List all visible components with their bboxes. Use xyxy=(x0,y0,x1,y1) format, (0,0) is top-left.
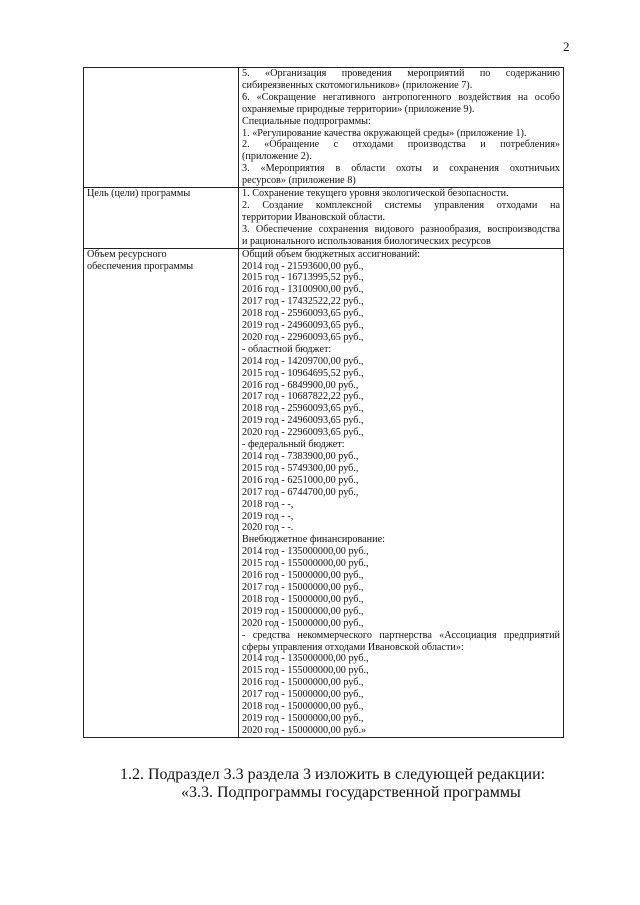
row-value-line: 2020 год - 15000000,00 руб.» xyxy=(242,724,367,736)
table-row xyxy=(84,188,564,249)
row-value-line: 2015 год - 155000000,00 руб., xyxy=(242,665,369,677)
row-value-line: 2020 год - 22960093,65 руб., xyxy=(242,331,364,343)
row-value-line: 2016 год - 15000000,00 руб., xyxy=(242,677,364,689)
row-value-line: 2020 год - 22960093,65 руб., xyxy=(242,427,364,439)
row-value-line: 2. Создание комплексной системы управления отходами на xyxy=(242,199,560,211)
row-value-line: 2019 год - 15000000,00 руб., xyxy=(242,712,364,724)
row-value-line: 2018 год - 25960093,65 руб., xyxy=(242,403,364,415)
row-value-line: 2015 год - 16713995,52 руб., xyxy=(242,272,364,284)
row-value-line: сферы управления отходами Ивановской области»: xyxy=(242,641,464,653)
row-value-line: 2014 год - 135000000,00 руб., xyxy=(242,653,369,665)
row-value-line: ресурсов» (приложение 8) xyxy=(242,175,356,187)
row-value-line: 2015 год - 5749300,00 руб., xyxy=(242,462,359,474)
row-value-line: 2017 год - 10687822,22 руб., xyxy=(242,391,364,403)
row-value-line: - областной бюджет: xyxy=(242,343,332,355)
row-value-line: 2018 год - 15000000,00 руб., xyxy=(242,593,364,605)
row-value-line: 2017 год - 15000000,00 руб., xyxy=(242,689,364,701)
page-number: 2 xyxy=(563,39,570,54)
row-value-line: 2019 год - 24960093,65 руб., xyxy=(242,320,364,332)
section-heading: 1.2. Подраздел 3.3 раздела 3 изложить в следующей редакции: xyxy=(120,766,546,783)
row-value-line: территории Ивановской области. xyxy=(242,211,386,223)
row-value-line: (приложение 2). xyxy=(242,151,312,163)
row-value-line: 2017 год - 15000000,00 руб., xyxy=(242,581,364,593)
row-value-line: 2014 год - 135000000,00 руб., xyxy=(242,546,369,558)
row-value-line: охраняемые природные территории» (приложение 9). xyxy=(242,103,475,115)
row-value-line: 3. «Мероприятия в области охоты и сохранения охотничьих xyxy=(242,163,560,175)
row-value-line: 2019 год - 24960093,65 руб., xyxy=(242,415,364,427)
row-value-line: - средства некоммерческого партнерства «Ассоциация предприятий xyxy=(242,629,560,641)
row-value-line: 6. «Сокращение негативного антропогенного воздействия на особо xyxy=(242,91,560,103)
row-value-line: 1. Сохранение текущего уровня экологической безопасности. xyxy=(242,188,509,200)
row-value-line: 2. «Обращение с отходами производства и потребления» xyxy=(242,139,560,151)
row-value-line: 2018 год - 15000000,00 руб., xyxy=(242,701,364,713)
row-value-line: 2019 год - -, xyxy=(242,510,294,522)
row-value-line: Специальные подпрограммы: xyxy=(242,115,371,127)
row-value-line: 5. «Организация проведения мероприятий по содержанию xyxy=(242,68,560,79)
row-value-line: 2016 год - 6251000,00 руб., xyxy=(242,474,359,486)
row-value-line: и рационального использования биологических ресурсов xyxy=(242,235,491,247)
row-value-line: 2016 год - 6849900,00 руб., xyxy=(242,379,359,391)
passport-table xyxy=(83,67,564,738)
row-value-line: сибиреязвенных скотомогильников» (приложение 7). xyxy=(242,79,473,91)
row-value-line: 1. «Регулирование качества окружающей среды» (приложение 1). xyxy=(242,127,527,139)
row-value-cell xyxy=(239,188,564,249)
row-value-line: 2016 год - 13100900,00 руб., xyxy=(242,284,364,296)
row-value-line: Внебюджетное финансирование: xyxy=(242,534,385,546)
subsection-heading: «3.3. Подпрограммы государственной программы xyxy=(181,784,521,801)
row-value-line: 2018 год - 25960093,65 руб., xyxy=(242,308,364,320)
row-label-cell xyxy=(84,188,239,249)
row-value-line: Общий объем бюджетных ассигнований: xyxy=(242,248,421,260)
row-value-cell xyxy=(239,68,564,188)
row-value-cell xyxy=(239,248,564,737)
row-value-line: 2016 год - 15000000,00 руб., xyxy=(242,570,364,582)
row-value-line: 2017 год - 17432522,22 руб., xyxy=(242,296,364,308)
row-value-line: 2015 год - 10964695,52 руб., xyxy=(242,367,364,379)
row-value-line: 2015 год - 155000000,00 руб., xyxy=(242,558,369,570)
table-row xyxy=(84,68,564,188)
row-value-line: 2019 год - 15000000,00 руб., xyxy=(242,605,364,617)
row-label-line: Цель (цели) программы xyxy=(87,188,191,200)
row-value-line: 2020 год - -. xyxy=(242,522,294,534)
row-value-line: 2020 год - 15000000,00 руб., xyxy=(242,617,364,629)
table-row xyxy=(84,248,564,737)
row-value-line: - федеральный бюджет: xyxy=(242,439,345,451)
row-value-line: 2017 год - 6744700,00 руб., xyxy=(242,486,359,498)
row-label-cell xyxy=(84,68,239,188)
row-label-cell xyxy=(84,248,239,737)
row-value-line: 2014 год - 21593600,00 руб., xyxy=(242,260,364,272)
row-value-line: 3. Обеспечение сохранения видового разнообразия, воспроизводства xyxy=(242,223,560,235)
row-value-line: 2018 год - -, xyxy=(242,498,294,510)
row-label-line: обеспечения программы xyxy=(87,260,194,272)
row-label-line: Объем ресурсного xyxy=(87,248,167,260)
row-value-line: 2014 год - 14209700,00 руб., xyxy=(242,355,364,367)
row-value-line: 2014 год - 7383900,00 руб., xyxy=(242,451,359,462)
